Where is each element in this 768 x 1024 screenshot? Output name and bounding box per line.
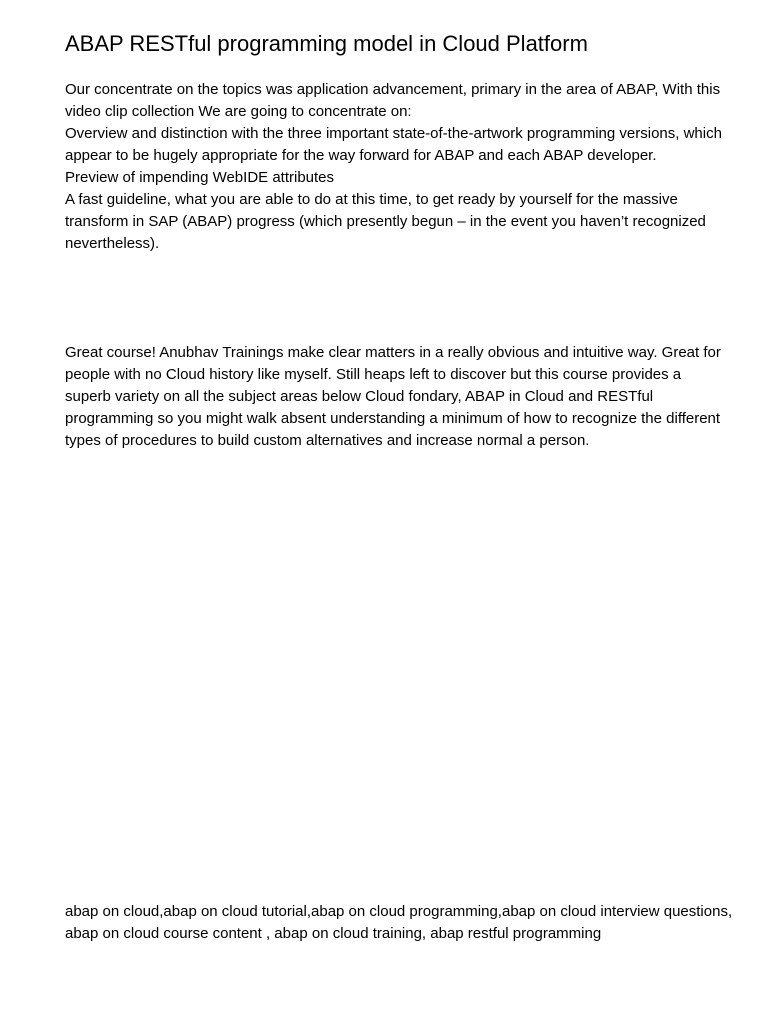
- document-title: ABAP RESTful programming model in Cloud Platform: [65, 31, 588, 56]
- intro-section: [65, 79, 725, 255]
- review-paragraph: Great course! Anubhav Trainings make clear matters in a really obvious and intuitive way. Great for people with no Cloud history like myself. Still heaps left to discover but this course provides a superb variety on all the subject areas below Cloud fondary, ABAP in Cloud and RESTful programming so you might walk absent understanding a minimum of how to recognize the different types of procedures to build custom alternatives and increase normal a person.: [65, 344, 721, 449]
- intro-paragraph: Overview and distinction with the three important state-of-the-artwork programming versions, which appear to be hugely appropriate for the way forward for ABAP and each ABAP developer.: [65, 125, 722, 164]
- tags-paragraph: abap on cloud,abap on cloud tutorial,abap on cloud programming,abap on cloud interview questions, abap on cloud course content , abap on cloud training, abap restful programming: [65, 903, 733, 942]
- intro-paragraph: Preview of impending WebIDE attributes: [65, 169, 335, 186]
- intro-paragraph: Our concentrate on the topics was application advancement, primary in the area of ABAP, With this video clip collection We are going to concentrate on:: [65, 81, 721, 120]
- intro-paragraph: A fast guideline, what you are able to do at this time, to get ready by yourself for the massive transform in SAP (ABAP) progress (which presently begun – in the event you haven’t recognized nevertheless).: [65, 191, 706, 252]
- tags-section: [65, 901, 745, 945]
- review-section: [65, 342, 725, 452]
